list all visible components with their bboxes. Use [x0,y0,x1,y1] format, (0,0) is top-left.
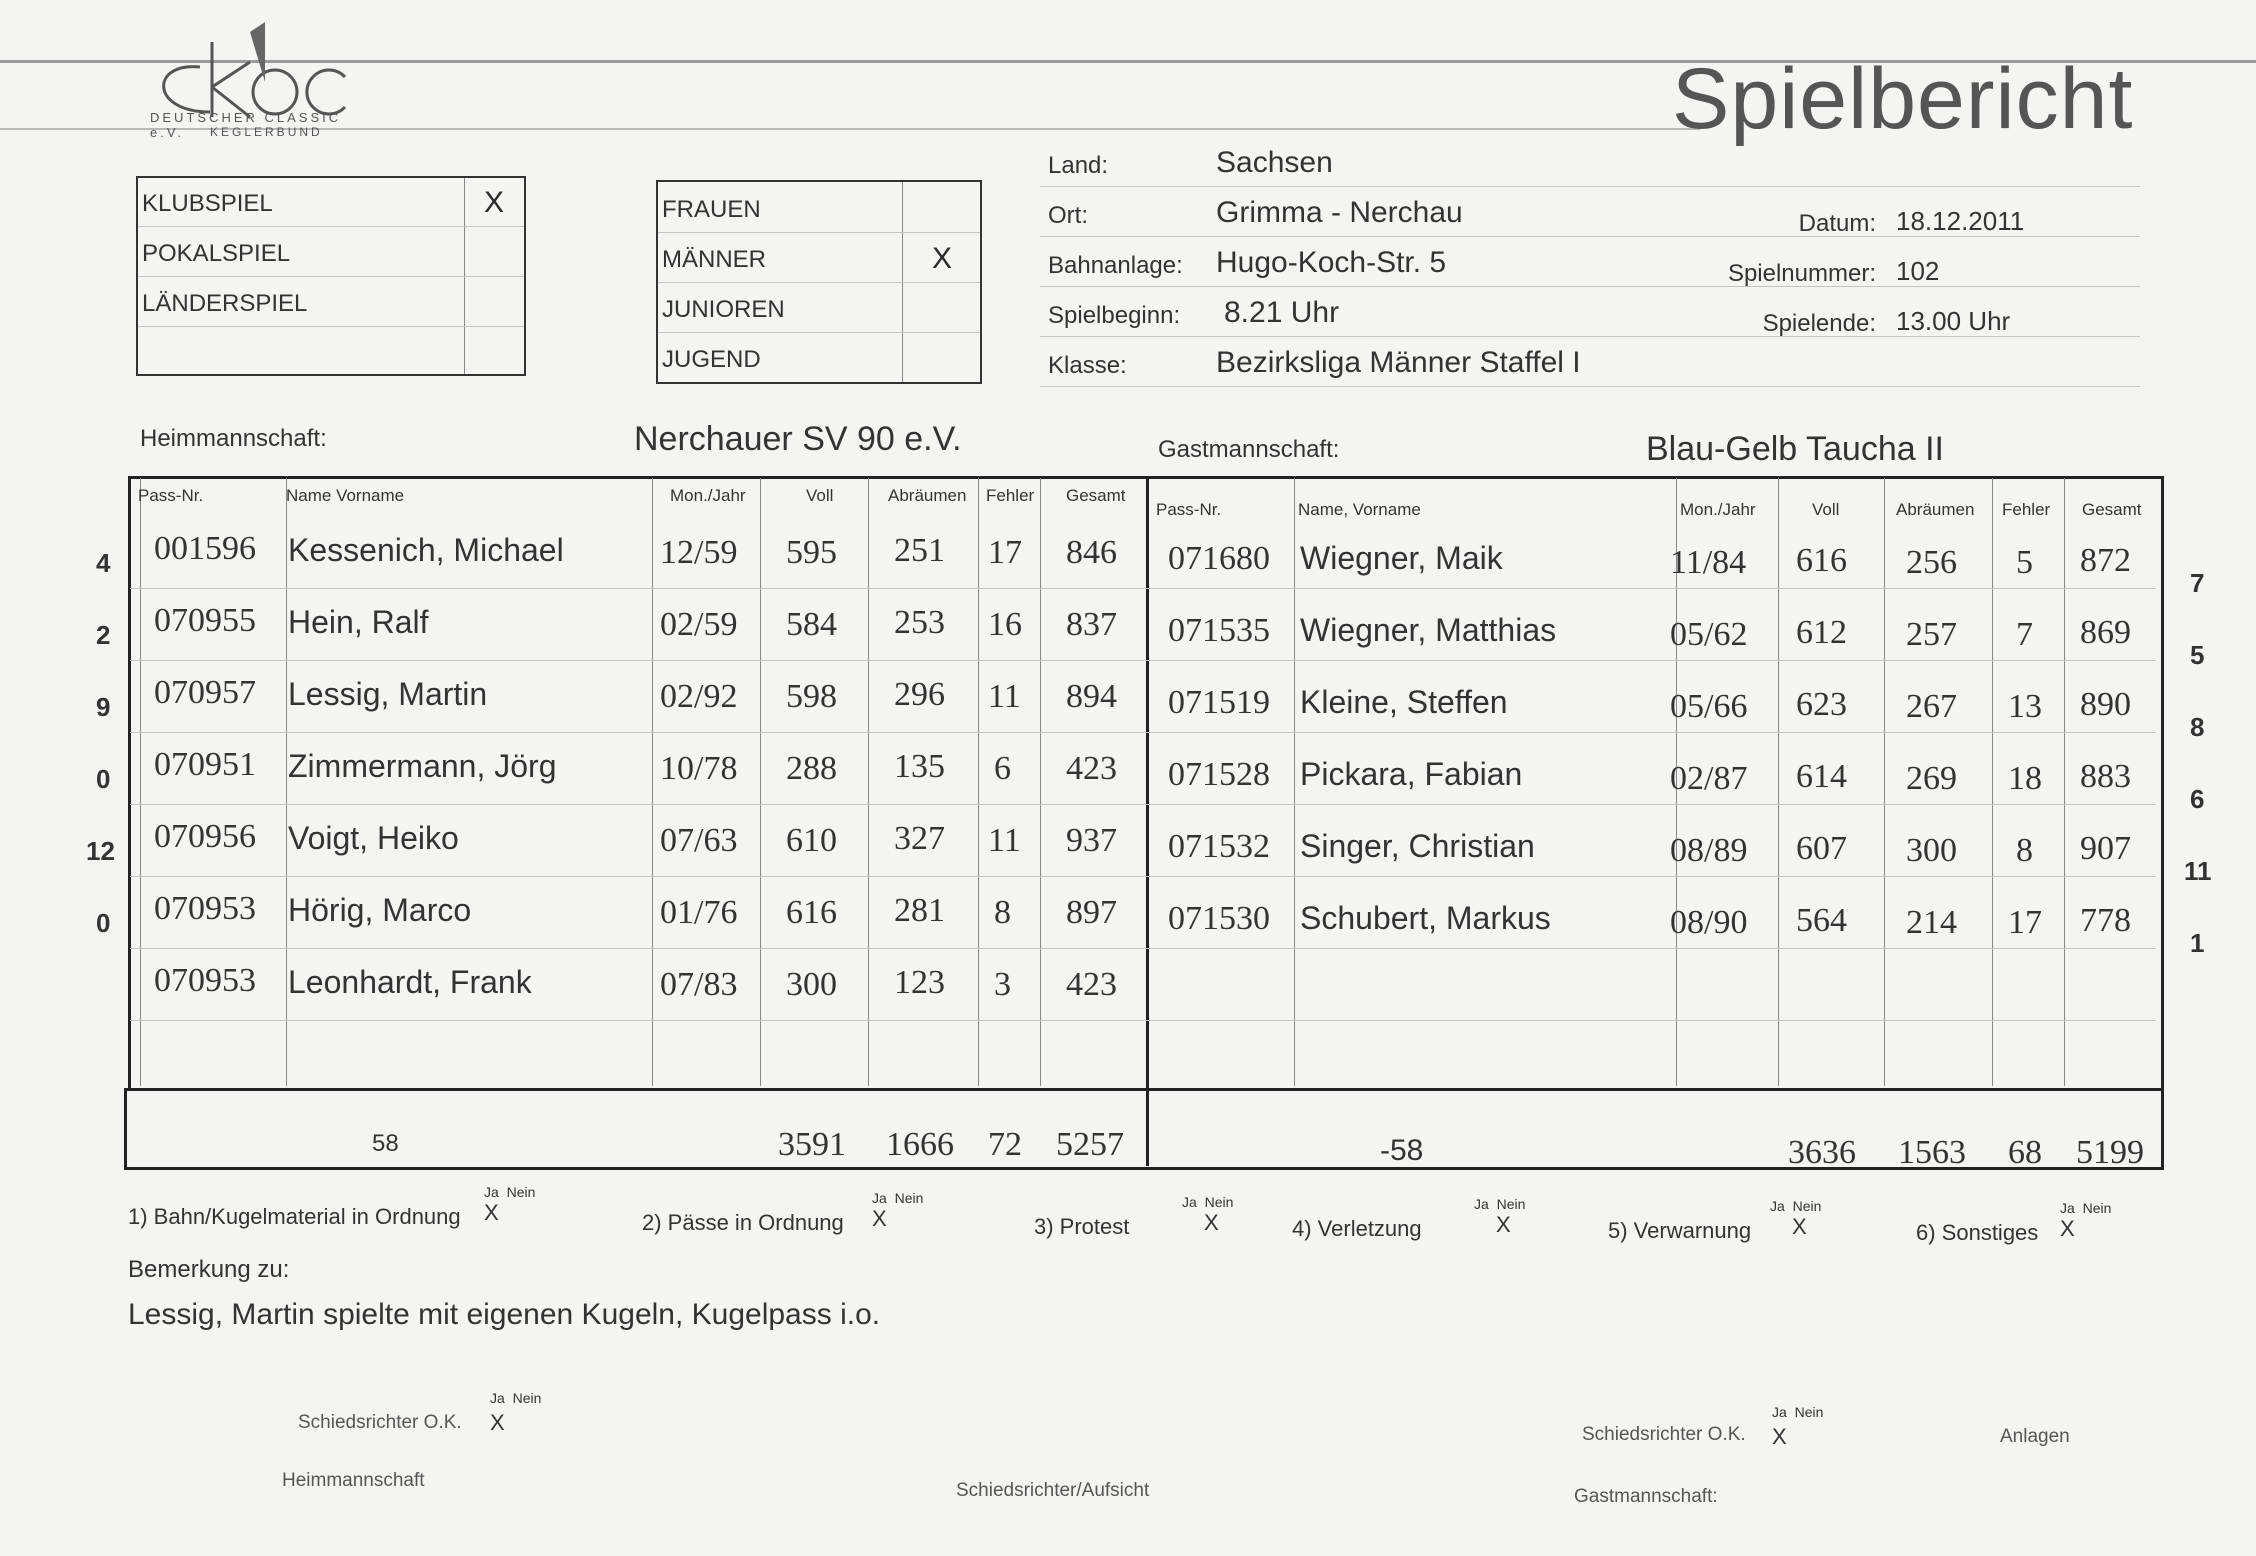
info-label-datum: Datum: [1798,210,1876,237]
guest-total-ges: 5199 [2076,1134,2144,1171]
check-nein-mark-4: X [1496,1212,1511,1237]
home-name: Leonhardt, Frank [288,964,532,1000]
check-label-6: 6) Sonstiges [1916,1220,2039,1245]
home-voll: 584 [786,606,837,643]
home-pass: 070956 [154,818,256,855]
guest-total-diff: -58 [1380,1134,1424,1167]
guest-voll: 564 [1796,902,1847,939]
home-total-ges: 5257 [1056,1126,1124,1163]
guest-name: Wiegner, Matthias [1300,612,1557,648]
check-ja-nein-6: Ja Nein [2060,1200,2112,1216]
guest-ges: 778 [2080,902,2131,939]
info-value-bahn: Hugo-Koch-Str. 5 [1216,246,1447,279]
guest-voll: 616 [1796,542,1847,579]
guest-header-0: Pass-Nr. [1156,500,1222,519]
home-header-4: Abräumen [888,486,967,505]
info-value-ort: Grimma - Nerchau [1216,196,1463,229]
guest-team-label: Gastmannschaft: [1158,436,1340,463]
guest-pass: 071535 [1168,612,1270,649]
heim-signature-label: Heimmannschaft [282,1470,425,1491]
category-label: JUGEND [662,346,761,373]
gast-signature-label: Gastmannschaft: [1574,1486,1718,1507]
home-pass: 001596 [154,530,256,567]
check-ja-nein-1: Ja Nein [484,1184,536,1200]
home-name: Zimmermann, Jörg [288,748,557,784]
check-label-5: 5) Verwarnung [1608,1218,1752,1243]
ref-left-ja-nein: Ja Nein [490,1390,542,1406]
guest-name: Schubert, Markus [1300,900,1551,936]
guest-header-4: Abräumen [1896,500,1975,519]
home-mj: 02/59 [660,606,738,643]
guest-fehl: 13 [2008,688,2042,725]
home-voll: 300 [786,966,837,1003]
home-abr: 281 [894,892,945,929]
guest-pass: 071680 [1168,540,1270,577]
guest-abr: 267 [1906,688,1957,725]
remark-label: Bemerkung zu: [128,1256,290,1283]
check-ja-mark-2: X [872,1206,887,1231]
guest-points: 6 [2190,784,2205,814]
home-team-name: Nerchauer SV 90 e.V. [634,420,962,458]
info-value-datum: 18.12.2011 [1896,206,2025,236]
home-header-1: Name Vorname [286,486,405,505]
home-voll: 610 [786,822,837,859]
check-label-1: 1) Bahn/Kugelmaterial in Ordnung [128,1204,461,1229]
guest-name: Wiegner, Maik [1300,540,1503,576]
home-fehl: 17 [988,534,1022,571]
guest-points: 5 [2190,640,2205,670]
home-mj: 01/76 [660,894,738,931]
guest-voll: 614 [1796,758,1847,795]
guest-fehl: 5 [2016,544,2033,581]
home-fehl: 6 [994,750,1011,787]
home-name: Kessenich, Michael [288,532,564,568]
check-ja-nein-2: Ja Nein [872,1190,924,1206]
guest-team-name: Blau-Gelb Taucha II [1646,430,1944,468]
info-label-ort: Ort: [1048,202,1088,229]
home-header-2: Mon./Jahr [670,486,746,505]
home-total-fehl: 72 [988,1126,1022,1163]
home-ges: 423 [1066,966,1117,1003]
guest-fehl: 7 [2016,616,2033,653]
guest-ges: 883 [2080,758,2131,795]
guest-pass: 071530 [1168,900,1270,937]
guest-ges: 872 [2080,542,2131,579]
game-type-mark: X [484,186,505,219]
home-name: Voigt, Heiko [288,820,459,856]
home-voll: 598 [786,678,837,715]
check-nein-mark-3: X [1204,1210,1219,1235]
info-label-nummer: Spielnummer: [1727,260,1876,287]
guest-header-2: Mon./Jahr [1680,500,1756,519]
category-label: JUNIOREN [662,296,785,323]
home-ges: 837 [1066,606,1117,643]
guest-mj: 08/90 [1670,904,1748,941]
ref-ok-left-label: Schiedsrichter O.K. [298,1412,462,1433]
game-type-label: KLUBSPIEL [142,190,273,217]
home-fehl: 11 [988,822,1021,859]
home-mj: 12/59 [660,534,738,571]
home-abr: 253 [894,604,945,641]
home-points: 0 [96,764,111,794]
home-ges: 423 [1066,750,1117,787]
home-fehl: 11 [988,678,1021,715]
info-label-land: Land: [1048,152,1109,179]
home-mj: 07/63 [660,822,738,859]
home-mj: 10/78 [660,750,738,787]
home-mj: 02/92 [660,678,738,715]
guest-mj: 08/89 [1670,832,1748,869]
check-nein-mark-5: X [1792,1214,1807,1239]
ref-ok-left-mark: X [490,1410,505,1435]
logo-text-2: KEGLERBUND [210,125,323,139]
home-ges: 937 [1066,822,1117,859]
info-value-nummer: 102 [1896,256,1940,286]
home-voll: 616 [786,894,837,931]
info-value-ende: 13.00 Uhr [1896,306,2011,336]
guest-voll: 612 [1796,614,1847,651]
home-pass: 070951 [154,746,256,783]
ref-ok-right-mark: X [1772,1424,1787,1449]
page-title: Spielbericht [1672,51,2134,147]
home-voll: 288 [786,750,837,787]
home-name: Hein, Ralf [288,604,429,640]
guest-abr: 214 [1906,904,1957,941]
guest-pass: 071528 [1168,756,1270,793]
guest-fehl: 18 [2008,760,2042,797]
guest-pass: 071519 [1168,684,1270,721]
category-mark: X [932,242,953,275]
home-abr: 251 [894,532,945,569]
home-header-6: Gesamt [1066,486,1126,505]
guest-abr: 300 [1906,832,1957,869]
ref-ok-right-label: Schiedsrichter O.K. [1582,1424,1746,1445]
home-total-diff: 58 [372,1130,399,1157]
home-total-voll: 3591 [778,1126,846,1163]
check-ja-mark-6: X [2060,1216,2075,1241]
guest-name: Pickara, Fabian [1300,756,1523,792]
home-header-0: Pass-Nr. [138,486,204,505]
guest-total-abr: 1563 [1898,1134,1966,1171]
home-abr: 135 [894,748,945,785]
guest-mj: 05/66 [1670,688,1748,725]
aufsicht-signature-label: Schiedsrichter/Aufsicht [956,1480,1150,1501]
home-ges: 846 [1066,534,1117,571]
guest-fehl: 17 [2008,904,2042,941]
info-label-ende: Spielende: [1762,310,1876,337]
home-points: 12 [86,836,115,866]
guest-name: Singer, Christian [1300,828,1535,864]
guest-header-3: Voll [1812,500,1840,519]
check-ja-nein-5: Ja Nein [1770,1198,1822,1214]
home-ges: 894 [1066,678,1117,715]
home-header-3: Voll [806,486,834,505]
guest-voll: 607 [1796,830,1847,867]
home-abr: 296 [894,676,945,713]
category-label: MÄNNER [662,246,767,273]
category-label: FRAUEN [662,196,761,223]
guest-mj: 11/84 [1670,544,1747,581]
home-mj: 07/83 [660,966,738,1003]
totals-box [124,1088,2164,1170]
home-team-label: Heimmannschaft: [140,425,327,452]
home-abr: 327 [894,820,945,857]
home-abr: 123 [894,964,945,1001]
guest-name: Kleine, Steffen [1300,684,1508,720]
info-value-klasse: Bezirksliga Männer Staffel I [1216,346,1581,379]
home-pass: 070953 [154,890,256,927]
home-pass: 070955 [154,602,256,639]
guest-header-6: Gesamt [2082,500,2142,519]
home-voll: 595 [786,534,837,571]
guest-total-fehl: 68 [2008,1134,2042,1171]
remark-text: Lessig, Martin spielte mit eigenen Kugeln, Kugelpass i.o. [128,1298,881,1331]
logo-text: DEUTSCHER CLASSIC e.V. [150,110,342,140]
home-points: 9 [96,692,111,722]
ref-right-ja-nein: Ja Nein [1772,1404,1824,1420]
info-label-bahn: Bahnanlage: [1048,252,1183,279]
check-label-2: 2) Pässe in Ordnung [642,1210,844,1235]
guest-abr: 257 [1906,616,1957,653]
guest-mj: 05/62 [1670,616,1748,653]
guest-voll: 623 [1796,686,1847,723]
guest-points: 8 [2190,712,2205,742]
guest-mj: 02/87 [1670,760,1748,797]
check-ja-nein-3: Ja Nein [1182,1194,1234,1210]
home-points: 0 [96,908,111,938]
info-value-beginn: 8.21 Uhr [1224,296,1340,329]
home-header-5: Fehler [986,486,1035,505]
game-type-label: LÄNDERSPIEL [142,290,308,317]
game-type-label: POKALSPIEL [142,240,291,267]
guest-points: 1 [2190,928,2205,958]
guest-header-5: Fehler [2002,500,2051,519]
guest-points: 11 [2184,856,2212,886]
guest-ges: 890 [2080,686,2131,723]
home-ges: 897 [1066,894,1117,931]
guest-header-1: Name, Vorname [1298,500,1421,519]
home-name: Hörig, Marco [288,892,472,928]
home-pass: 070953 [154,962,256,999]
info-label-klasse: Klasse: [1048,352,1127,379]
home-name: Lessig, Martin [288,676,488,712]
guest-ges: 907 [2080,830,2131,867]
info-value-land: Sachsen [1216,146,1333,179]
guest-abr: 256 [1906,544,1957,581]
home-fehl: 3 [994,966,1011,1003]
guest-total-voll: 3636 [1788,1134,1856,1171]
check-ja-mark-1: X [484,1200,499,1225]
guest-fehl: 8 [2016,832,2033,869]
home-fehl: 16 [988,606,1022,643]
guest-abr: 269 [1906,760,1957,797]
guest-pass: 071532 [1168,828,1270,865]
home-points: 2 [96,620,111,650]
check-ja-nein-4: Ja Nein [1474,1196,1526,1212]
check-label-4: 4) Verletzung [1292,1216,1422,1241]
guest-ges: 869 [2080,614,2131,651]
guest-points: 7 [2190,568,2205,598]
anlagen-label: Anlagen [2000,1426,2070,1447]
home-total-abr: 1666 [886,1126,954,1163]
home-points: 4 [96,548,111,578]
check-label-3: 3) Protest [1034,1214,1130,1239]
home-pass: 070957 [154,674,256,711]
info-label-beginn: Spielbeginn: [1048,302,1181,329]
home-fehl: 8 [994,894,1011,931]
